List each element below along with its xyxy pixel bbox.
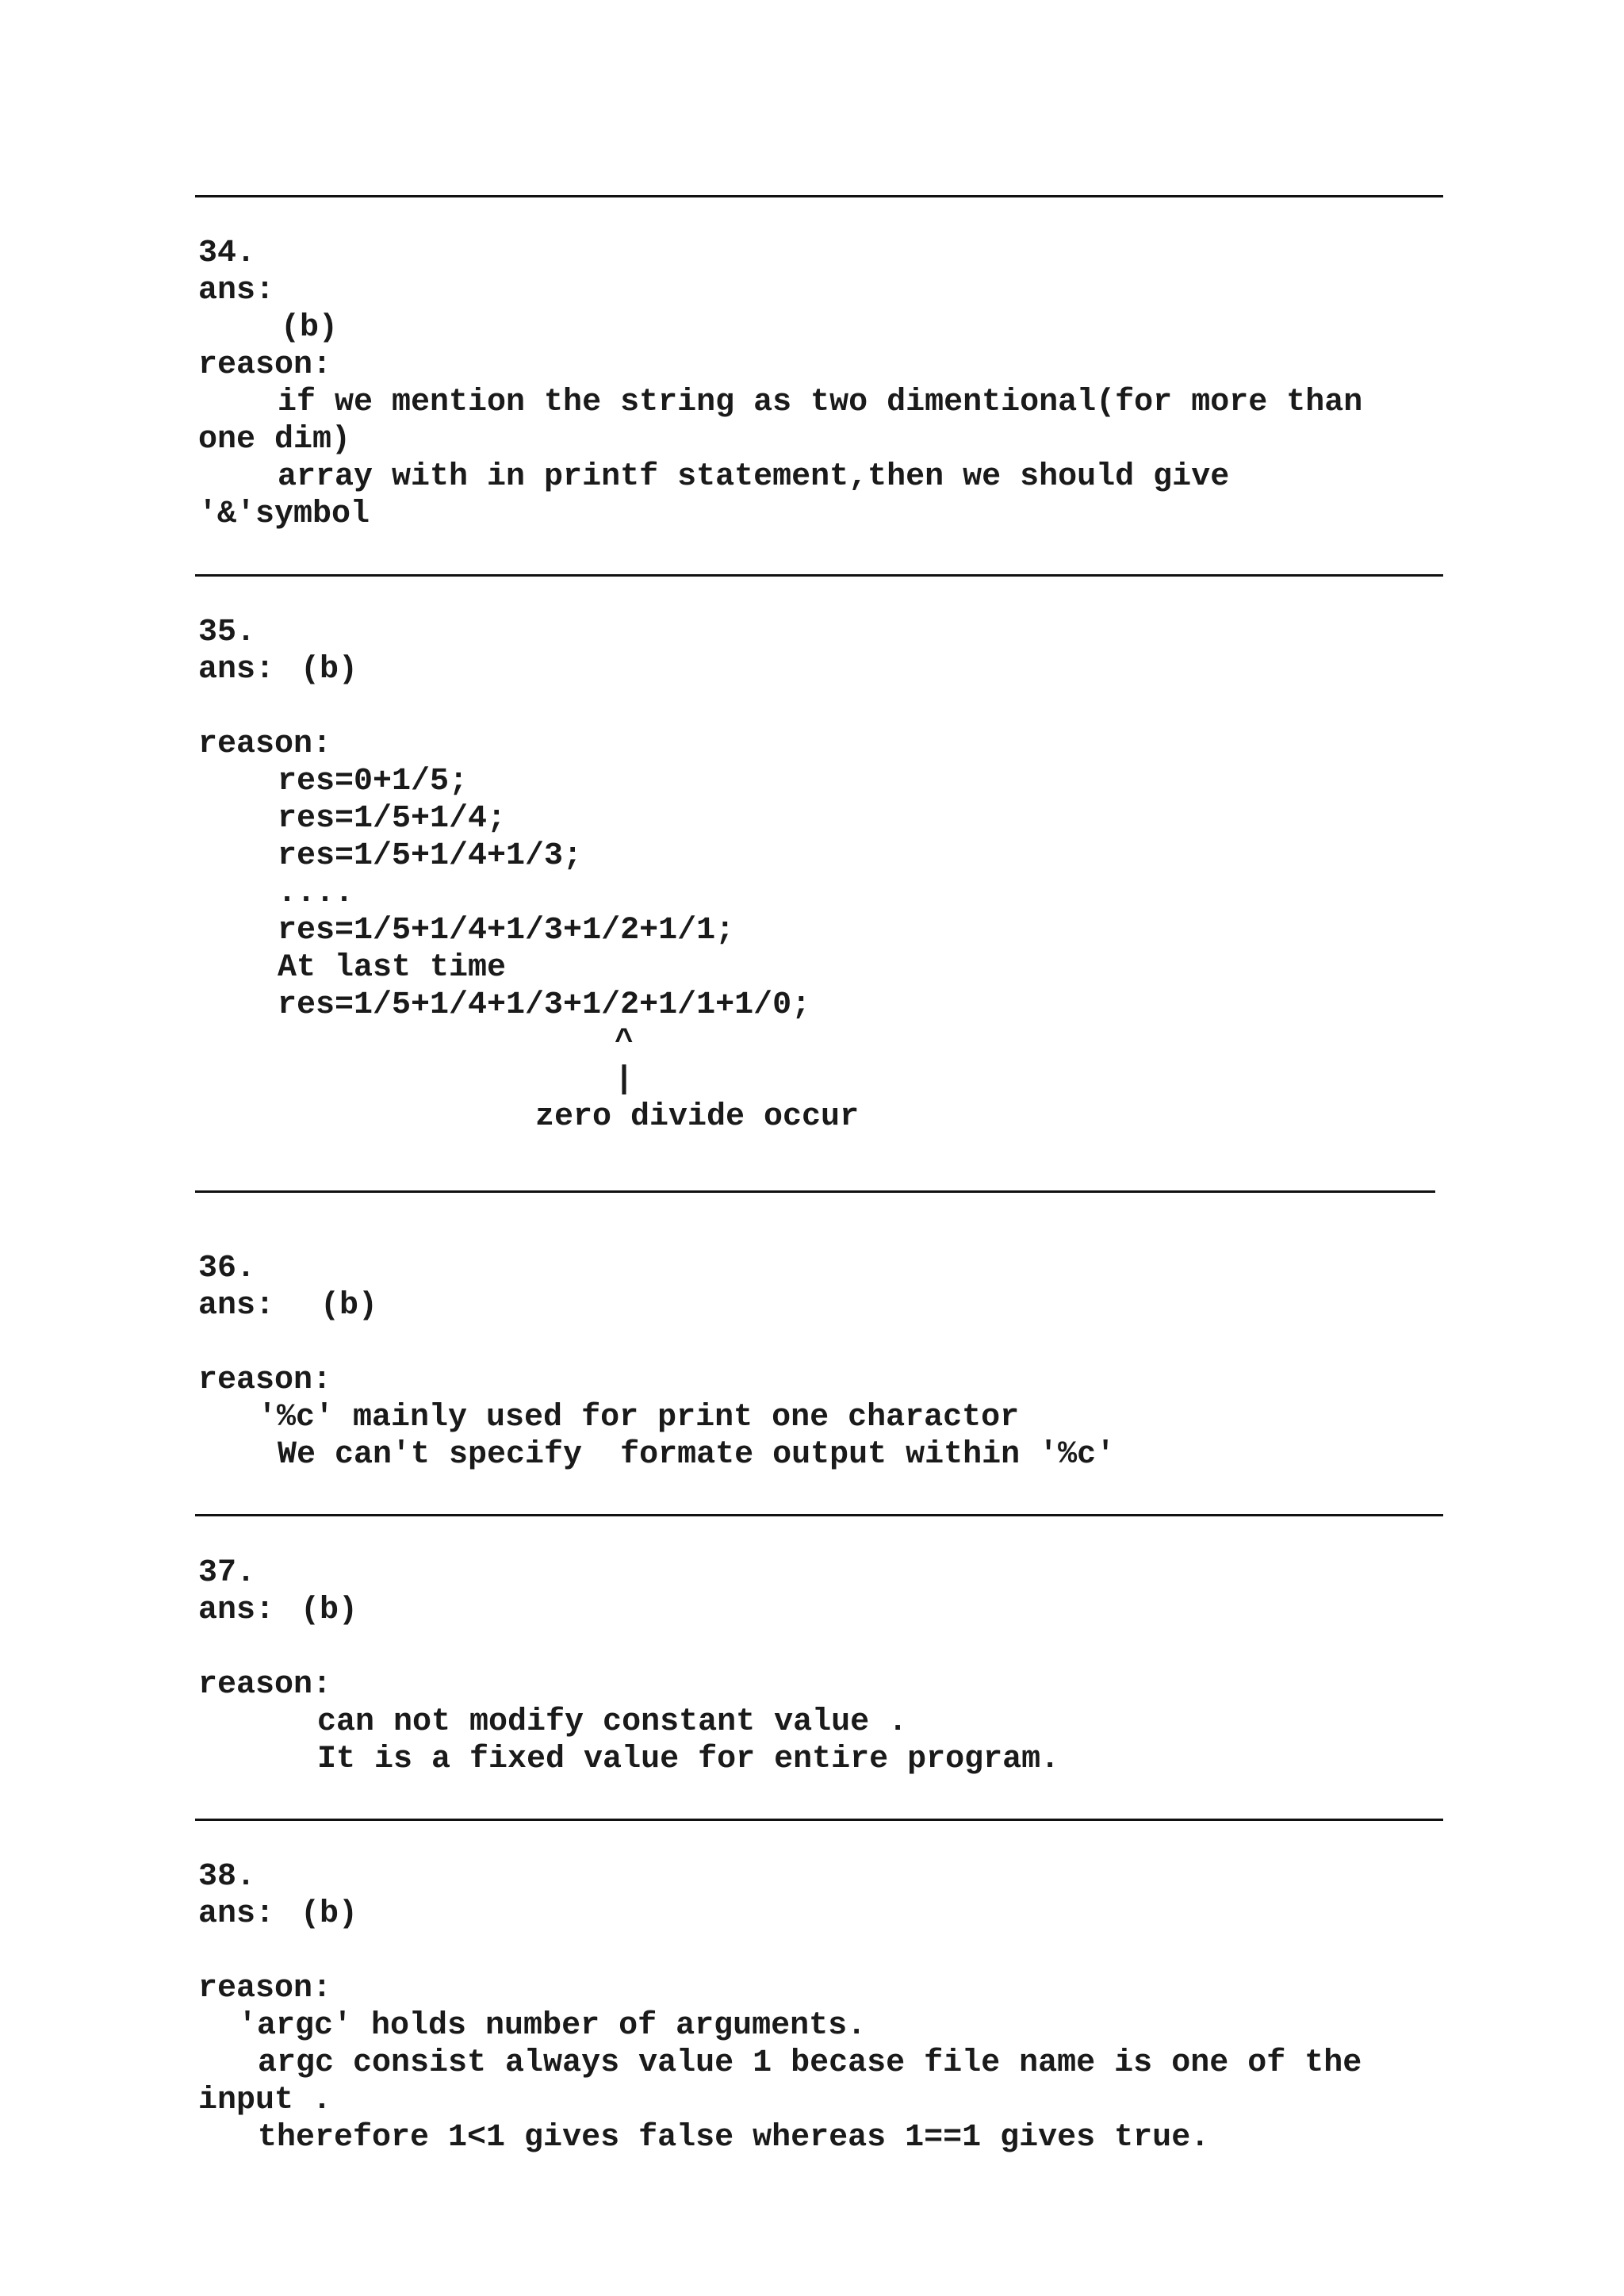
question-number-34: 34. [198,236,256,271]
reason-line-38-3: input . [198,2083,332,2118]
reason-line-38-1: 'argc' holds number of arguments. [238,2008,867,2044]
reason-line-38-4: therefore 1<1 gives false whereas 1==1 gives true. [258,2120,1210,2156]
answer-label-35: ans: [198,652,275,688]
caret-pointer: ^ [615,1025,634,1060]
separator-rule [195,195,1443,197]
reason-line-34-2: one dim) [198,422,351,458]
reason-line-34-3: array with in printf statement,then we should give [278,459,1230,495]
reason-line-35-5: res=1/5+1/4+1/3+1/2+1/1; [278,913,735,949]
answer-label-37: ans: [198,1593,275,1628]
reason-label-38: reason: [198,1971,332,2007]
reason-line-34-4: '&'symbol [198,496,370,532]
answer-value-36: (b) [320,1288,378,1324]
reason-line-38-2: argc consist always value 1 becase file name is one of the [258,2045,1362,2081]
reason-line-35-4: .... [278,876,354,911]
reason-line-36-1: '%c' mainly used for print one charactor [258,1400,1020,1435]
answer-value-37: (b) [301,1593,358,1628]
reason-label-35: reason: [198,726,332,762]
reason-line-37-2: It is a fixed value for entire program. [317,1742,1060,1777]
reason-label-34: reason: [198,347,332,383]
answer-value-34: (b) [281,310,339,346]
answer-value-35: (b) [301,652,358,688]
question-number-35: 35. [198,615,256,650]
question-number-37: 37. [198,1555,256,1591]
question-number-38: 38. [198,1859,256,1895]
reason-line-35-2: res=1/5+1/4; [278,801,507,837]
answer-label-34: ans: [198,273,275,309]
separator-rule [195,574,1443,577]
reason-line-35-3: res=1/5+1/4+1/3; [278,838,583,874]
separator-rule [195,1819,1443,1821]
answer-value-38: (b) [301,1896,358,1932]
reason-line-36-2: We can't specify formate output within '%c' [278,1437,1116,1473]
pipe-pointer: | [615,1062,634,1098]
reason-line-35-6: At last time [278,950,507,986]
zero-divide-note: zero divide occur [535,1099,860,1135]
reason-line-35-7: res=1/5+1/4+1/3+1/2+1/1+1/0; [278,987,811,1023]
reason-label-36: reason: [198,1363,332,1398]
answer-label-38: ans: [198,1896,275,1932]
reason-line-35-1: res=0+1/5; [278,764,469,799]
reason-line-37-1: can not modify constant value . [317,1704,908,1740]
answer-label-36: ans: [198,1288,275,1324]
separator-rule [195,1514,1443,1516]
separator-rule [195,1190,1435,1193]
reason-line-34-1: if we mention the string as two dimentional(for more than [278,385,1363,420]
question-number-36: 36. [198,1251,256,1286]
reason-label-37: reason: [198,1667,332,1703]
